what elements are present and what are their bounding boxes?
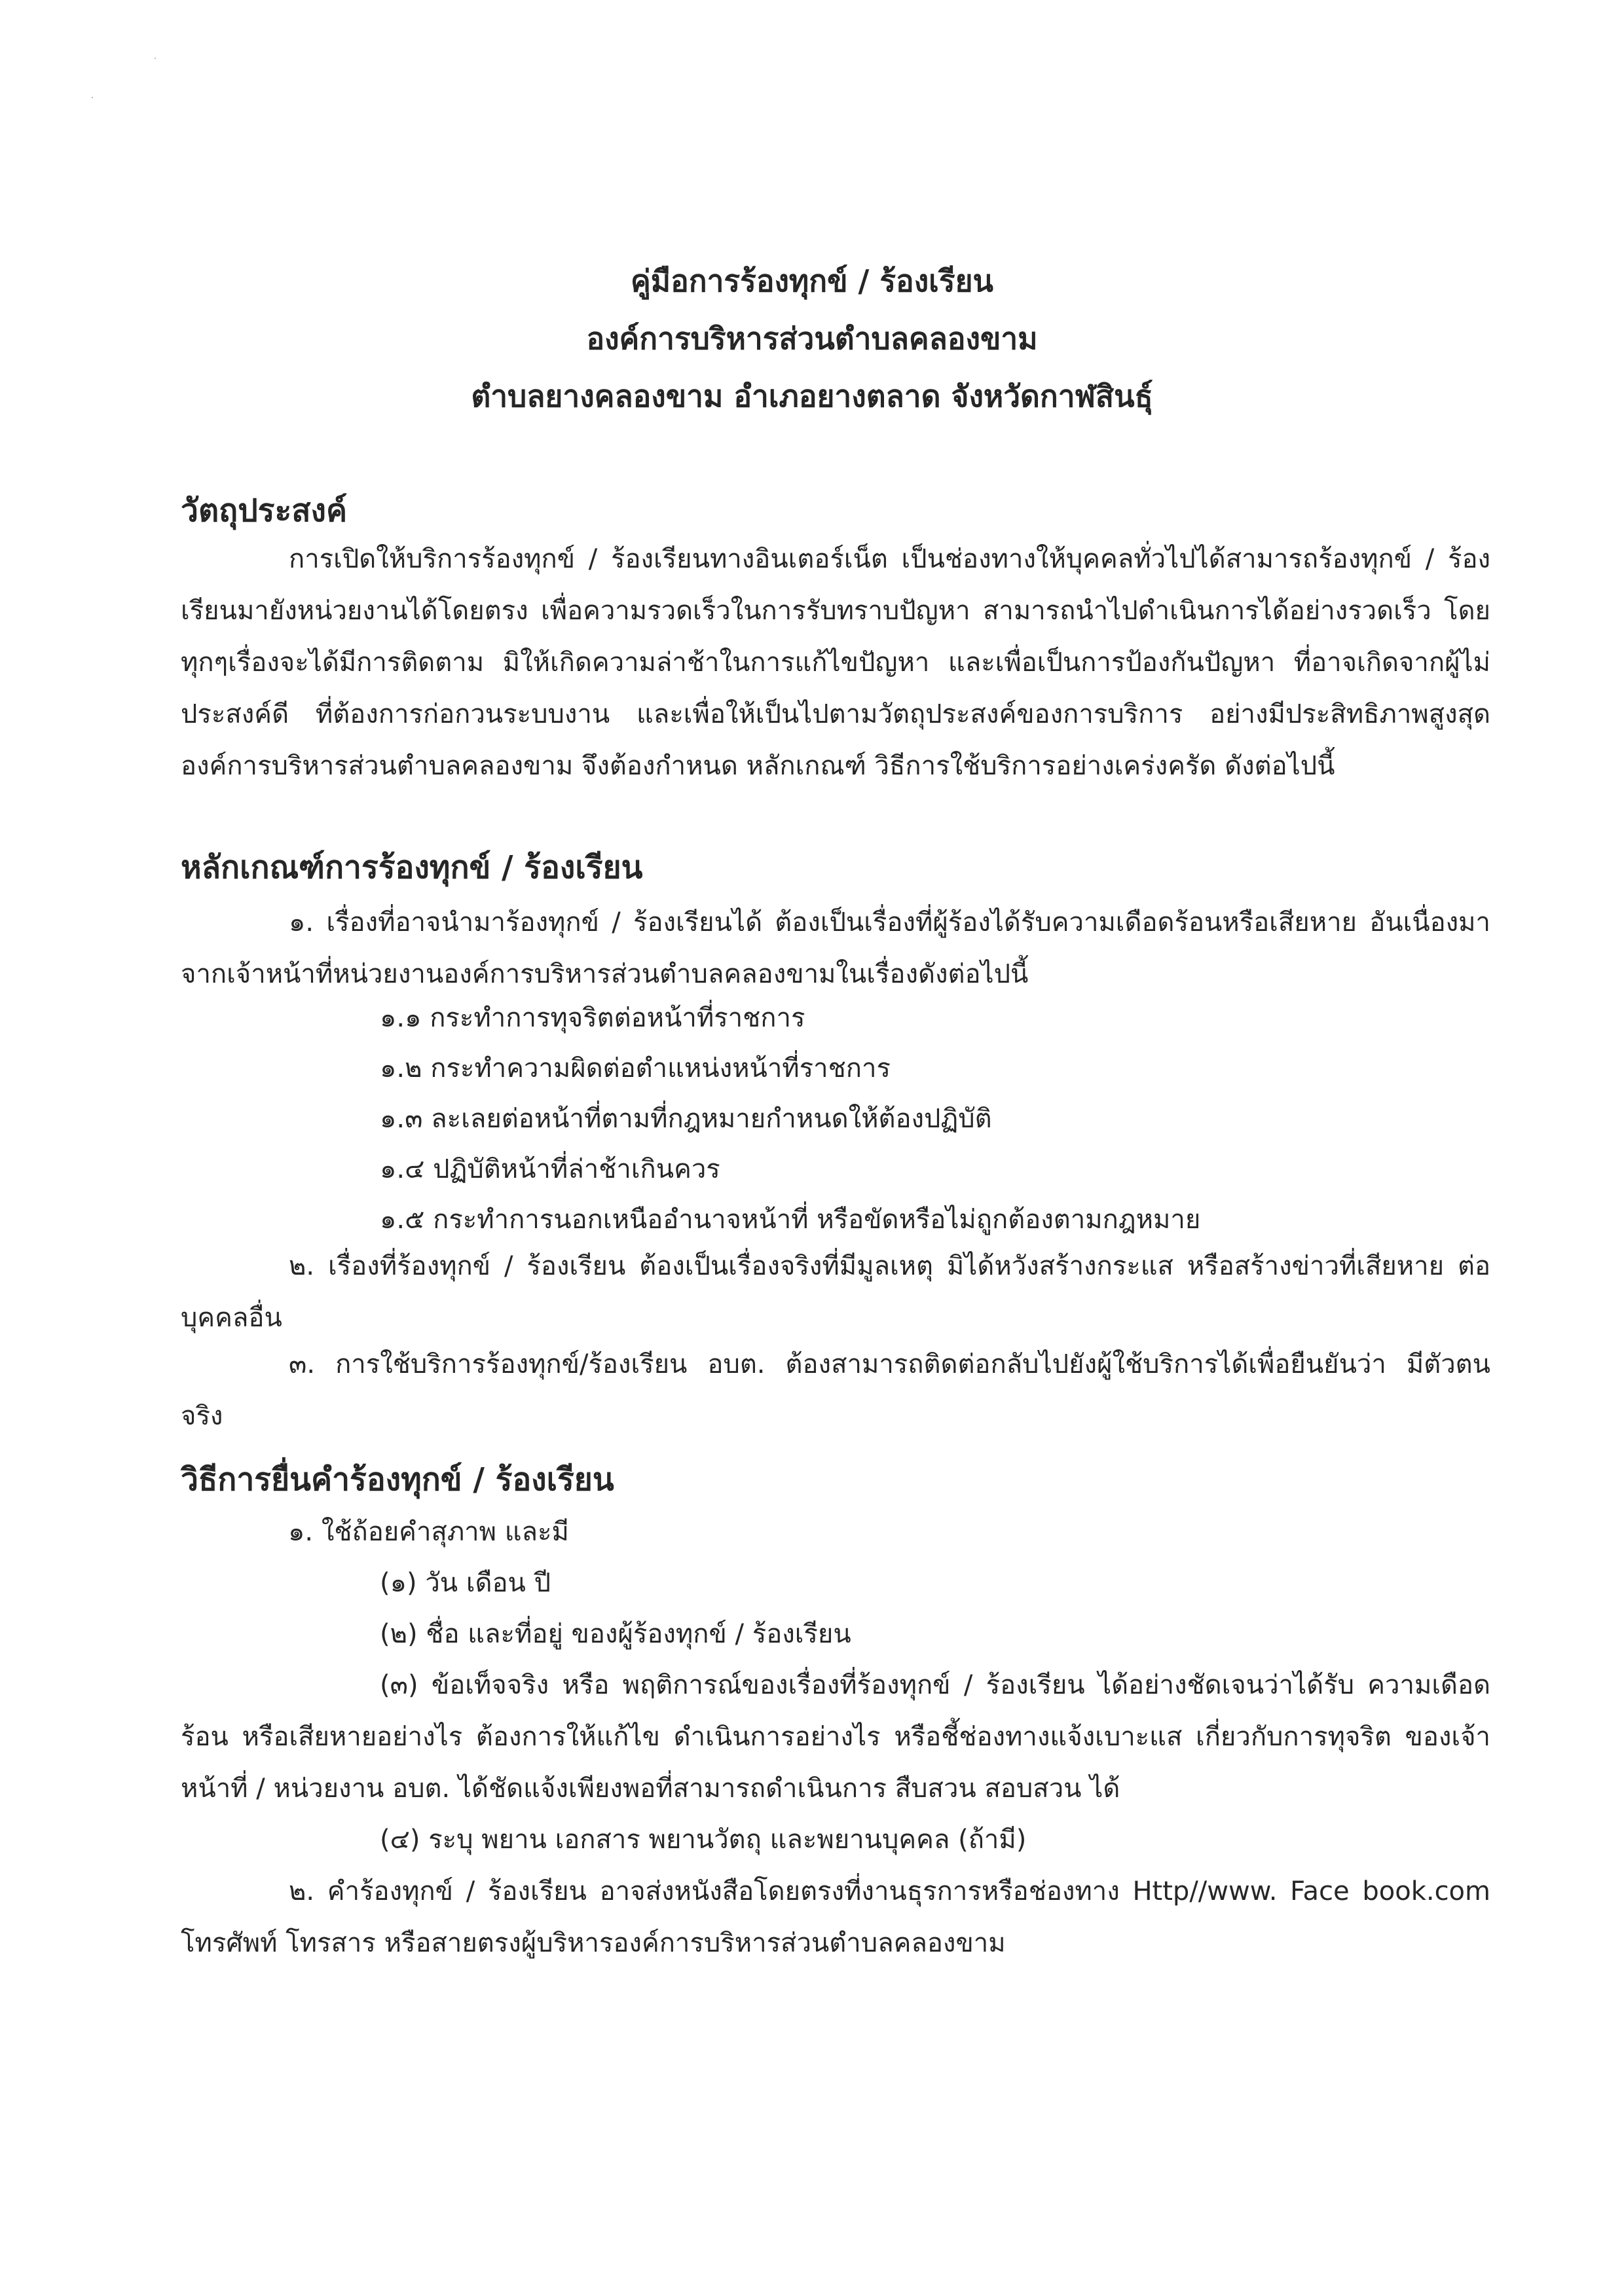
method-item-1: ๑. ใช้ถ้อยคำสุภาพ และมี xyxy=(288,1517,569,1547)
method-sub-3 xyxy=(181,1660,1490,1815)
objective-paragraph xyxy=(181,534,1490,792)
criteria-heading: หลักเกณฑ์การร้องทุกข์ / ร้องเรียน xyxy=(181,849,643,886)
method-heading: วิธีการยื่นคำร้องทุกข์ / ร้องเรียน xyxy=(181,1461,614,1498)
method-sub-3-text: (๓) ข้อเท็จจริง หรือ พฤติการณ์ของเรื่องที่ร้องทุกข์ / ร้องเรียน ได้อย่างชัดเจนว่าได้รับ ความเดือดร้อน หรือเสียหายอย่างไร ต้องการให้แก้ไข ดำเนินการอย่างไร หรือชี้ช่องทางแจ้งเบาะแส เกี่ยวกับการทุจริต ของเจ้าหน้าที่ / หน่วยงาน อบต. ได้ชัดแจ้งเพียงพอที่สามารถดำเนินการ สืบสวน สอบสวน ได้ xyxy=(181,1670,1490,1804)
objective-body: การเปิดให้บริการร้องทุกข์ / ร้องเรียนทางอินเตอร์เน็ต เป็นช่องทางให้บุคคลทั่วไปได้สามารถร้องทุกข์ / ร้องเรียนมายังหน่วยงานได้โดยตรง เพื่อความรวดเร็วในการรับทราบปัญหา สามารถนำไปดำเนินการได้อย่างรวดเร็ว โดยทุกๆเรื่องจะได้มีการติดตาม มิให้เกิดความล่าช้าในการแก้ไขปัญหา และเพื่อเป็นการป้องกันปัญหา ที่อาจเกิดจากผู้ไม่ประสงค์ดี ที่ต้องการก่อกวนระบบงาน และเพื่อให้เป็นไปตามวัตถุประสงค์ของการบริการ อย่างมีประสิทธิภาพสูงสุด องค์การบริหารส่วนตำบลคลองขาม จึงต้องกำหนด หลักเกณฑ์ วิธีการใช้บริการอย่างเคร่งครัด ดังต่อไปนี้ xyxy=(181,544,1490,781)
criteria-sub-item: ๑.๒ กระทำความผิดต่อตำแหน่งหน้าที่ราชการ xyxy=(380,1053,891,1084)
title-line-2: องค์การบริหารส่วนตำบลคลองขาม xyxy=(586,321,1038,356)
method-item-2-text: ๒. คำร้องทุกข์ / ร้องเรียน อาจส่งหนังสือโดยตรงที่งานธุรการหรือช่องทาง Http//www. Face book.com โทรศัพท์ โทรสาร หรือสายตรงผู้บริหารองค์การบริหารส่วนตำบลคลองขาม xyxy=(181,1876,1490,1958)
criteria-sub-item: ๑.๑ กระทำการทุจริตต่อหน้าที่ราชการ xyxy=(380,1003,805,1033)
criteria-sub-item: ๑.๔ ปฏิบัติหน้าที่ล่าช้าเกินควร xyxy=(380,1154,720,1184)
criteria-item-3-text: ๓. การใช้บริการร้องทุกข์/ร้องเรียน อบต. ต้องสามารถติดต่อกลับไปยังผู้ใช้บริการได้เพื่อยืนยันว่า มีตัวตน จริง xyxy=(181,1349,1490,1431)
document-title xyxy=(0,252,1624,425)
title-line-3: ตำบลยางคลองขาม อำเภอยางตลาด จังหวัดกาฬสินธุ์ xyxy=(471,378,1153,414)
objective-heading: วัตถุประสงค์ xyxy=(181,492,348,529)
scan-speck xyxy=(92,97,93,98)
method-sub-4: (๔) ระบุ พยาน เอกสาร พยานวัตถุ และพยานบุคคล (ถ้ามี) xyxy=(380,1825,1027,1855)
criteria-item-1-text: ๑. เรื่องที่อาจนำมาร้องทุกข์ / ร้องเรียนได้ ต้องเป็นเรื่องที่ผู้ร้องได้รับความเดือดร้อนหรือเสียหาย อันเนื่องมาจากเจ้าหน้าที่หน่วยงานองค์การบริหารส่วนตำบลคลองขามในเรื่องดังต่อไปนี้ xyxy=(181,907,1490,989)
scan-speck xyxy=(155,58,156,59)
criteria-item-1 xyxy=(181,897,1490,1000)
criteria-sub-item: ๑.๓ ละเลยต่อหน้าที่ตามที่กฎหมายกำหนดให้ต้องปฏิบัติ xyxy=(380,1104,992,1134)
method-sub-2: (๒) ชื่อ และที่อยู่ ของผู้ร้องทุกข์ / ร้องเรียน xyxy=(380,1619,851,1649)
method-item-2 xyxy=(181,1866,1490,1969)
method-sub-1: (๑) วัน เดือน ปี xyxy=(380,1568,551,1598)
criteria-item-2 xyxy=(181,1241,1490,1344)
title-line-1: คู่มือการร้องทุกข์ / ร้องเรียน xyxy=(631,263,993,299)
criteria-item-2-text: ๒. เรื่องที่ร้องทุกข์ / ร้องเรียน ต้องเป็นเรื่องจริงที่มีมูลเหตุ มิได้หวังสร้างกระแส หรือสร้างข่าวที่เสียหาย ต่อบุคคลอื่น xyxy=(181,1251,1490,1333)
criteria-sub-item: ๑.๕ กระทำการนอกเหนืออำนาจหน้าที่ หรือขัดหรือไม่ถูกต้องตามกฎหมาย xyxy=(380,1205,1201,1235)
criteria-item-3 xyxy=(181,1339,1490,1442)
